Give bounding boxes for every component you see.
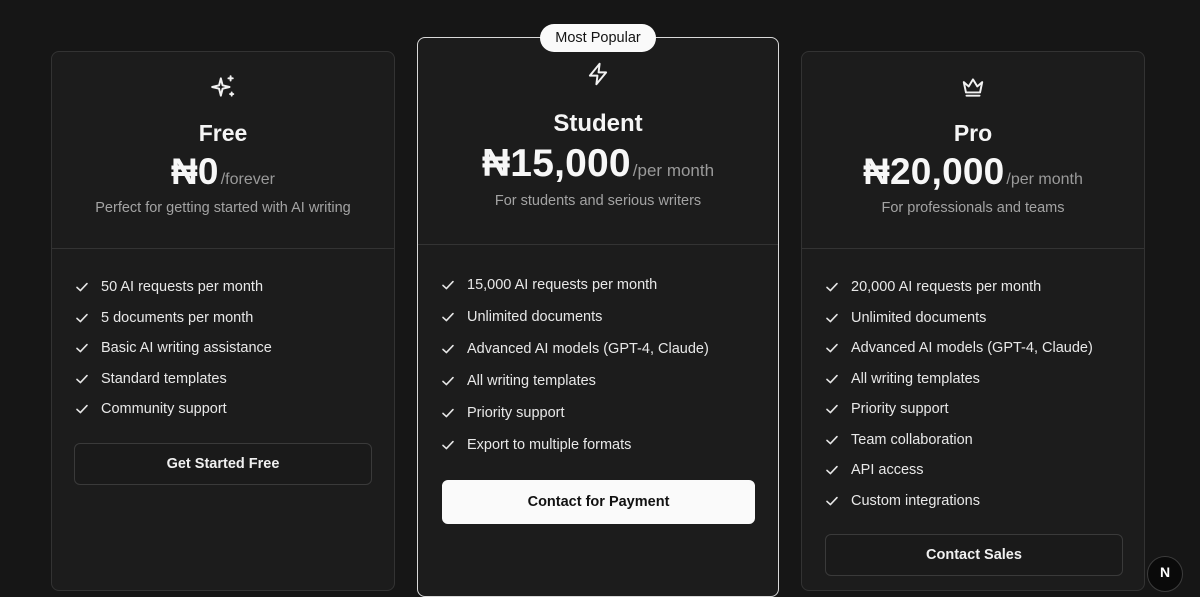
plan-description: Perfect for getting started with AI writing: [95, 200, 351, 216]
feature-item: [74, 303, 372, 334]
feature-text: 15,000 AI requests per month: [467, 277, 658, 293]
feature-text: API access: [851, 462, 924, 479]
most-popular-badge: Most Popular: [540, 24, 656, 52]
card-header: [418, 38, 778, 245]
feature-item: [824, 364, 1122, 395]
plan-description: For students and serious writers: [494, 193, 702, 209]
floating-app-button[interactable]: N: [1147, 556, 1183, 592]
feature-item: [74, 333, 372, 364]
plan-price: ₦15,000: [481, 142, 631, 185]
feature-text: Unlimited documents: [467, 309, 603, 325]
contact-sales-button[interactable]: Contact Sales: [825, 534, 1123, 576]
feature-item: [824, 333, 1122, 364]
feature-text: 5 documents per month: [101, 309, 254, 326]
feature-text: Priority support: [851, 401, 949, 418]
pricing-card-student: [417, 30, 779, 597]
plan-period: /per month: [1006, 171, 1083, 188]
feature-list: [74, 272, 372, 425]
feature-text: 50 AI requests per month: [101, 279, 264, 296]
plan-name: Pro: [953, 120, 993, 146]
lightning-icon: [585, 61, 611, 87]
feature-text: Priority support: [467, 405, 565, 421]
plan-period: /per month: [632, 161, 715, 180]
feature-text: Standard templates: [101, 370, 227, 387]
plan-price: ₦20,000: [863, 151, 1005, 192]
feature-item: [440, 397, 756, 429]
feature-item: [824, 455, 1122, 486]
plan-period: /forever: [220, 171, 275, 188]
feature-item: [824, 486, 1122, 517]
plan-price: ₦0: [171, 151, 219, 192]
feature-item: [440, 429, 756, 461]
check-icon: [440, 309, 456, 325]
plan-name: Free: [198, 120, 248, 146]
feature-text: Team collaboration: [851, 431, 973, 448]
feature-list: [824, 272, 1122, 516]
check-icon: [440, 277, 456, 293]
feature-text: Community support: [101, 401, 227, 418]
feature-item: [824, 272, 1122, 303]
feature-text: All writing templates: [851, 370, 980, 387]
check-icon: [824, 371, 840, 387]
plan-description: For professionals and teams: [881, 200, 1065, 216]
check-icon: [74, 401, 90, 417]
pricing-card-free: [51, 51, 395, 591]
check-icon: [824, 279, 840, 295]
check-icon: [440, 373, 456, 389]
feature-item: [74, 272, 372, 303]
check-icon: [824, 432, 840, 448]
check-icon: [824, 493, 840, 509]
feature-item: [824, 425, 1122, 456]
feature-item: [74, 364, 372, 395]
check-icon: [824, 310, 840, 326]
get-started-free-button[interactable]: Get Started Free: [74, 443, 372, 485]
feature-item: [440, 269, 756, 301]
card-header: [52, 52, 394, 249]
feature-text: Advanced AI models (GPT-4, Claude): [467, 341, 709, 357]
contact-for-payment-button[interactable]: Contact for Payment: [442, 480, 755, 524]
crown-icon: [960, 74, 986, 100]
check-icon: [440, 437, 456, 453]
pricing-card-pro: [801, 51, 1145, 591]
feature-text: All writing templates: [467, 373, 596, 389]
check-icon: [824, 401, 840, 417]
price-row: [802, 151, 1144, 193]
feature-item: [440, 301, 756, 333]
check-icon: [74, 310, 90, 326]
feature-item: [824, 303, 1122, 334]
check-icon: [74, 279, 90, 295]
check-icon: [824, 462, 840, 478]
check-icon: [440, 405, 456, 421]
check-icon: [824, 340, 840, 356]
feature-item: [74, 394, 372, 425]
check-icon: [440, 341, 456, 357]
price-row: [52, 151, 394, 193]
feature-text: Custom integrations: [851, 492, 980, 509]
feature-list: [440, 269, 756, 461]
check-icon: [74, 371, 90, 387]
feature-text: 20,000 AI requests per month: [851, 279, 1042, 296]
plan-name: Student: [553, 110, 643, 137]
feature-item: [440, 333, 756, 365]
price-row: [418, 142, 778, 186]
feature-text: Advanced AI models (GPT-4, Claude): [851, 340, 1093, 357]
feature-text: Basic AI writing assistance: [101, 340, 272, 357]
feature-item: [824, 394, 1122, 425]
feature-text: Unlimited documents: [851, 309, 987, 326]
sparkles-icon: [210, 74, 236, 100]
card-header: [802, 52, 1144, 249]
check-icon: [74, 340, 90, 356]
feature-text: Export to multiple formats: [467, 437, 632, 453]
feature-item: [440, 365, 756, 397]
